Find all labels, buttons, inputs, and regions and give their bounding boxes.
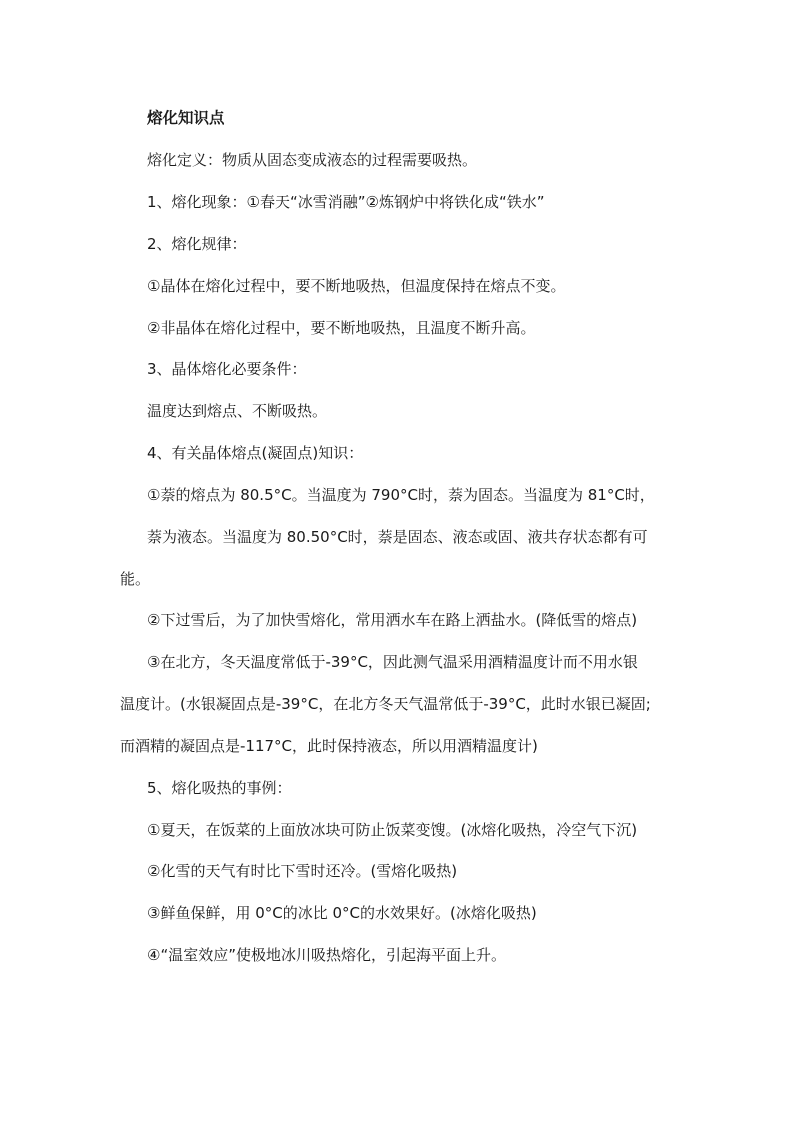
- rule-line-noncrystal: ②非晶体在熔化过程中，要不断地吸热，且温度不断升高。: [147, 319, 536, 337]
- example-line: ①夏天，在饭菜的上面放冰块可防止饭菜变馊。(冰熔化吸热，冷空气下沉): [147, 821, 638, 839]
- conditions-line: 温度达到熔点、不断吸热。: [147, 402, 328, 420]
- document-title: 熔化知识点: [147, 109, 225, 127]
- section-heading-conditions: 3、晶体熔化必要条件：: [147, 360, 307, 378]
- melting-point-line: 萘为液态。当温度为 80.50°C时，萘是固态、液态或固、液共存状态都有可: [147, 528, 648, 546]
- rule-line-crystal: ①晶体在熔化过程中，要不断地吸热，但温度保持在熔点不变。: [147, 277, 566, 295]
- phenomenon-line: 1、熔化现象：①春天“冰雪消融”②炼钢炉中将铁化成“铁水”: [147, 193, 545, 211]
- definition-line: 熔化定义：物质从固态变成液态的过程需要吸热。: [147, 151, 478, 169]
- melting-point-line: ②下过雪后，为了加快雪熔化，常用洒水车在路上洒盐水。(降低雪的熔点): [147, 611, 638, 629]
- melting-point-line: ③在北方，冬天温度常低于-39°C，因此测气温采用酒精温度计而不用水银: [147, 653, 638, 671]
- example-line: ②化雪的天气有时比下雪时还冷。(雪熔化吸热): [147, 862, 458, 880]
- section-heading-rules: 2、熔化规律：: [147, 235, 247, 253]
- example-line: ③鲜鱼保鲜，用 0°C的冰比 0°C的水效果好。(冰熔化吸热): [147, 904, 537, 922]
- melting-point-line: 能。: [120, 570, 151, 588]
- section-heading-examples: 5、熔化吸热的事例：: [147, 779, 292, 797]
- example-line: ④“温室效应”使极地冰川吸热熔化，引起海平面上升。: [147, 946, 506, 964]
- section-heading-melting-point: 4、有关晶体熔点(凝固点)知识：: [147, 444, 364, 462]
- melting-point-line: 温度计。(水银凝固点是-39°C，在北方冬天气温常低于-39°C，此时水银已凝固;: [120, 695, 651, 713]
- melting-point-line: ①萘的熔点为 80.5°C。当温度为 790°C时，萘为固态。当温度为 81°C时，: [147, 486, 655, 504]
- melting-point-line: 而酒精的凝固点是-117°C，此时保持液态，所以用酒精温度计): [120, 737, 538, 755]
